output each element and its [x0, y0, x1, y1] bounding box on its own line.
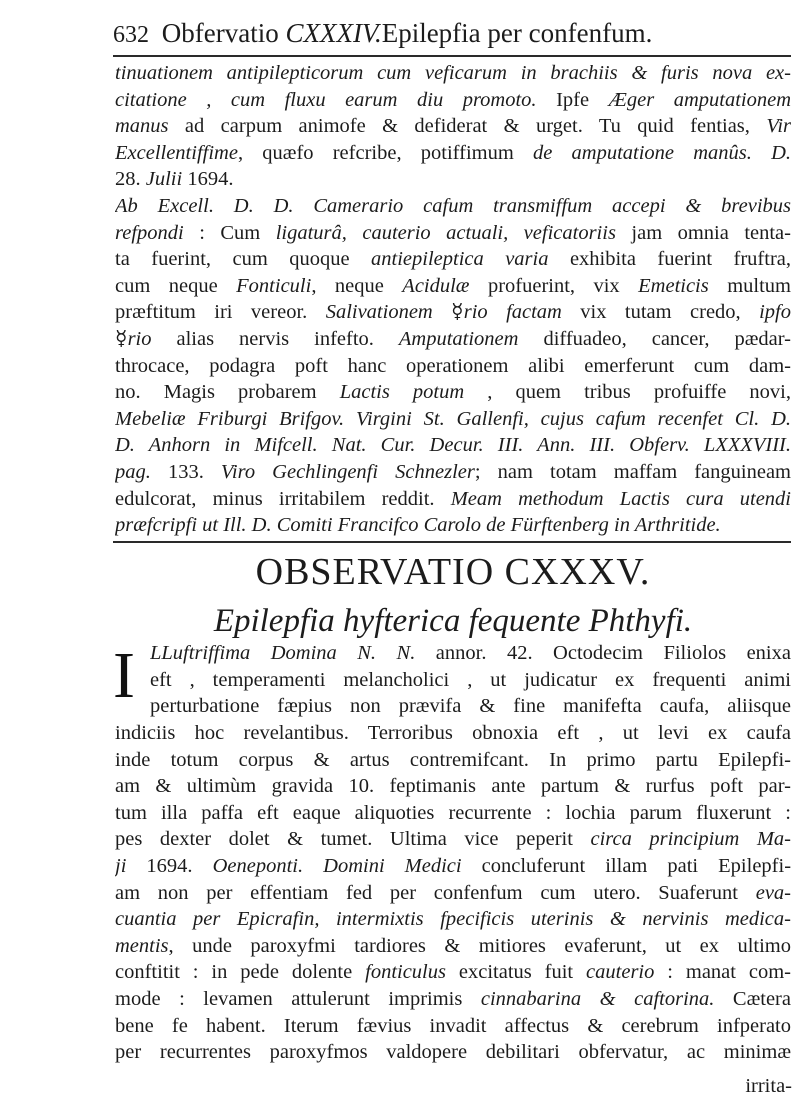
- text-line: bene fe habent. Iterum fævius invadit affectus & cerebrum infperato: [115, 1014, 791, 1037]
- text-line: no. Magis probarem Lactis potum , quem tribus profuiffe novi,: [115, 381, 791, 404]
- text-block-top: [115, 60, 791, 539]
- text-line: Ab Excell. D. D. Camerario cafum transmiffum accepi & brevibus: [115, 194, 791, 217]
- text-block-dropcap: [150, 640, 791, 720]
- text-line: refpondi : Cum ligaturâ, cauterio actuali, veficatoriis jam omnia tenta-: [115, 221, 791, 244]
- text-line: cum neque Fonticuli, neque Acidulæ profuerint, vix Emeticis multum: [115, 274, 791, 297]
- text-line: conftitit : in pede dolente fonticulus excitatus fuit cauterio : manat com-: [115, 961, 791, 984]
- text-line: am non per effentiam fed per confenfum cum utero. Suaferunt eva-: [115, 881, 791, 904]
- text-line: D. Anhorn in Mifcell. Nat. Cur. Decur. III. Ann. III. Obferv. LXXXVIII.: [115, 434, 791, 457]
- running-head: [113, 13, 793, 53]
- header-rule: [113, 55, 791, 57]
- text-line: LLuftriffima Domina N. N. annor. 42. Octodecim Filiolos enixa: [150, 642, 791, 664]
- section-rule: [113, 541, 791, 543]
- text-line: tinuationem antipilepticorum cum veficarum in brachiis & furis nova ex-: [115, 62, 791, 84]
- text-line: mentis, unde paroxyfmi tardiores & mitiores evaferunt, ut ex ultimo: [115, 934, 791, 957]
- observation-title: OBSERVATIO CXXXV.: [255, 551, 651, 593]
- text-line: præfcripfi ut Ill. D. Comiti Francifco Carolo de Fürftenberg in Arthritide.: [115, 514, 721, 537]
- text-line: tum illa paffa eft eaque aliquoties recurrente : lochia parum fluxerunt :: [115, 801, 791, 824]
- text-line: indiciis hoc revelantibus. Terroribus obnoxia eft , ut levi ex caufa: [115, 722, 791, 744]
- running-topic: Epilepfia per confenfum.: [381, 18, 653, 48]
- text-line: Excellentiffime, quæfo refcribe, potiffimum de amputatione manûs. D.: [115, 141, 791, 164]
- text-line: 28. Julii 1694.: [115, 168, 234, 191]
- text-line: pag. 133. Viro Gechlingenfi Schnezler; nam totam maffam fanguineam: [115, 460, 791, 483]
- text-line: mode : levamen attulerunt imprimis cinnabarina & caftorina. Cætera: [115, 987, 791, 1010]
- observation-subtitle: Epilepfia hyfterica fequente Phthyfi.: [213, 603, 693, 639]
- text-line: perturbatione fæpius non prævifa & fine manifefta caufa, aliisque: [150, 695, 791, 718]
- text-line: pes dexter dolet & tumet. Ultima vice peperit circa principium Ma-: [115, 828, 791, 851]
- text-line: ☿rio alias nervis infefto. Amputationem diffuadeo, cancer, pædar-: [115, 327, 791, 350]
- text-line: citatione , cum fluxu earum diu promoto. Ipfe Æger amputationem: [115, 88, 791, 111]
- text-line: throcace, podagra poft hanc operationem alibi emerferunt cum dam-: [115, 354, 791, 377]
- page-number: 632: [113, 22, 149, 48]
- text-line: præftitum iri vereor. Salivationem ☿rio factam vix tutam credo, ipfo: [115, 301, 791, 324]
- observation-number: CXXXIV.: [285, 18, 382, 48]
- text-line: eft , temperamenti melancholici , ut judicatur ex frequenti animi: [150, 668, 791, 691]
- text-line: edulcorat, minus irritabilem reddit. Meam methodum Lactis cura utendi: [115, 487, 791, 510]
- text-line: Mebeliæ Friburgi Brifgov. Virgini St. Gallenfi, cujus cafum recenfet Cl. D.: [115, 407, 791, 430]
- text-line: manus ad carpum animofe & defiderat & urget. Tu quid fentias, Vir: [115, 115, 791, 138]
- text-line: per recurrentes paroxyfmos valdopere debilitari obfervatur, ac minimæ: [115, 1041, 791, 1064]
- text-line: am & ultimùm gravida 10. feptimanis ante partum & rurfus poft par-: [115, 775, 791, 798]
- catchword: irrita-: [745, 1075, 792, 1097]
- drop-cap-letter: I: [113, 639, 135, 712]
- text-line: ji 1694. Oeneponti. Domini Medici concluferunt illam pati Epilepfi-: [115, 854, 791, 877]
- drop-cap: [113, 641, 153, 713]
- text-line: inde totum corpus & artus contremifcant. In primo partu Epilepfi-: [115, 748, 791, 771]
- text-line: cuantia per Epicrafin, intermixtis fpecificis uterinis & nervinis medica-: [115, 908, 791, 931]
- text-block-bottom: [115, 720, 791, 1066]
- text-line: ta fuerint, cum quoque antiepileptica varia exhibita fuerint fruftra,: [115, 248, 791, 271]
- observation-label: Obfervatio: [161, 18, 279, 48]
